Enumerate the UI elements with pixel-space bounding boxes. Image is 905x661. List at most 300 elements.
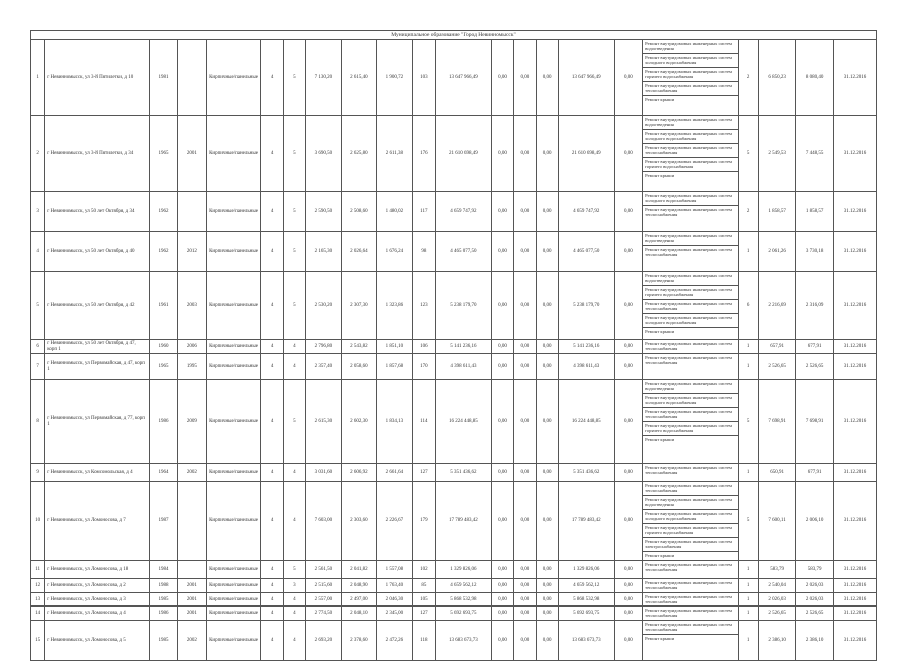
cell-floors: 4	[261, 340, 283, 354]
cell-area2: 2 303,60	[341, 482, 377, 561]
cell-v4: 0,00	[614, 561, 642, 579]
cell-area: 2 693,20	[306, 621, 342, 661]
cell-total: 5 868 532,98	[558, 593, 614, 607]
cell-year2: 2012	[178, 232, 206, 272]
cell-total: 17 789 483,42	[558, 482, 614, 561]
cell-cost: 5 238 179,70	[436, 272, 492, 340]
table-title: Муниципальное образование "Город Невинномысск"	[31, 31, 877, 40]
cell-entr: 5	[283, 272, 305, 340]
cell-area: 7 603,00	[306, 482, 342, 561]
cell-address: г Невинномысск, ул Ломоносова, д 4	[45, 607, 150, 621]
work-item: Ремонт внутридомовых инженерных систем электроснабжения	[643, 538, 737, 552]
cell-e2: 7 448,55	[796, 116, 834, 192]
cell-v2: 0,00	[514, 380, 536, 464]
cell-address: г Невинномысск, ул 3-й Пятилетки, д 34	[45, 116, 150, 192]
cell-area: 2 165,30	[306, 232, 342, 272]
cell-total: 4 659 562,12	[558, 579, 614, 593]
cell-date: 31.12.2016	[833, 340, 876, 354]
cell-works	[643, 116, 738, 192]
cell-e1: 1 858,57	[758, 192, 796, 232]
cell-year2: 2009	[178, 380, 206, 464]
table-row	[31, 621, 877, 661]
cell-year2	[178, 40, 206, 116]
cell-area: 2 796,80	[306, 340, 342, 354]
cell-v2: 0,00	[514, 272, 536, 340]
cell-entr: 3	[283, 579, 305, 593]
cell-v3: 0,00	[536, 380, 558, 464]
cell-date: 31.12.2016	[833, 272, 876, 340]
table-row	[31, 116, 877, 192]
cell-cost: 17 789 483,42	[436, 482, 492, 561]
cell-v3: 0,00	[536, 621, 558, 661]
work-item: Ремонт внутридомовых инженерных систем холодного водоснабжения	[643, 192, 737, 206]
cell-e1: 657,91	[758, 340, 796, 354]
work-item: Ремонт внутридомовых инженерных систем теплоснабжения	[643, 621, 737, 635]
cell-works	[643, 40, 738, 116]
table-row	[31, 232, 877, 272]
cell-address: г Невинномысск, ул Комсомольская, д 4	[45, 464, 150, 482]
cell-date: 31.12.2016	[833, 561, 876, 579]
cell-works	[643, 380, 738, 464]
work-item: Ремонт крыши	[645, 437, 675, 442]
cell-e2: 8 080,40	[796, 40, 834, 116]
cell-area3: 2 345,00	[377, 607, 413, 621]
cell-people: 114	[412, 380, 435, 464]
cell-wall: Кирпичные/панельные	[206, 232, 261, 272]
cell-area: 2 515,60	[306, 579, 342, 593]
cell-e1: 2 526,65	[758, 607, 796, 621]
table-row	[31, 40, 877, 116]
cell-v2: 0,00	[514, 116, 536, 192]
cell-e1: 2 026,03	[758, 593, 796, 607]
work-item: Ремонт внутридомовых инженерных систем теплоснабжения	[643, 408, 737, 422]
cell-cost: 4 398 611,43	[436, 354, 492, 380]
cell-year2: 2002	[178, 464, 206, 482]
cell-v4: 0,00	[614, 464, 642, 482]
work-item: Ремонт внутридомовых инженерных систем теплоснабжения	[645, 355, 732, 366]
cell-floors: 4	[261, 40, 283, 116]
cell-year: 1962	[149, 232, 177, 272]
cell-cnt: 1	[738, 579, 758, 593]
work-item: Ремонт крыши	[645, 173, 675, 178]
cell-e1: 2 386,10	[758, 621, 796, 661]
cell-entr: 4	[283, 482, 305, 561]
work-item: Ремонт крыши	[645, 553, 675, 558]
cell-people: 103	[412, 40, 435, 116]
cell-year: 1986	[149, 607, 177, 621]
table-row	[31, 561, 877, 579]
cell-v2: 0,00	[514, 192, 536, 232]
cell-v3: 0,00	[536, 232, 558, 272]
cell-people: 179	[412, 482, 435, 561]
cell-n: 11	[31, 561, 45, 579]
cell-area2: 2 058,60	[341, 354, 377, 380]
cell-v1: 0,00	[491, 464, 513, 482]
work-item: Ремонт внутридомовых инженерных систем теплоснабжения	[643, 82, 737, 96]
cell-v1: 0,00	[491, 116, 513, 192]
cell-v1: 0,00	[491, 607, 513, 621]
cell-cost: 5 692 693,75	[436, 607, 492, 621]
work-item: Ремонт внутридомовых инженерных систем горячего водоснабжения	[643, 286, 737, 300]
cell-area2: 2 307,30	[341, 272, 377, 340]
cell-n: 14	[31, 607, 45, 621]
work-item: Ремонт внутридомовых инженерных систем водоотведения	[643, 116, 737, 130]
cell-wall: Кирпичные/панельные	[206, 340, 261, 354]
cell-wall: Кирпичные/панельные	[206, 272, 261, 340]
cell-year2: 1995	[178, 354, 206, 380]
work-item: Ремонт внутридомовых инженерных систем теплоснабжения	[645, 562, 732, 573]
cell-v3: 0,00	[536, 579, 558, 593]
cell-year2: 2001	[178, 579, 206, 593]
cell-people: 98	[412, 232, 435, 272]
cell-area3: 1 857,68	[377, 354, 413, 380]
cell-e2: 3 730,18	[796, 232, 834, 272]
cell-floors: 4	[261, 482, 283, 561]
cell-e1: 583,79	[758, 561, 796, 579]
cell-cost: 13 647 966,49	[436, 40, 492, 116]
cell-e2: 677,91	[796, 340, 834, 354]
cell-cnt: 5	[738, 116, 758, 192]
cell-wall: Кирпичные/панельные	[206, 579, 261, 593]
cell-works	[643, 354, 738, 380]
table-row	[31, 272, 877, 340]
cell-entr: 5	[283, 380, 305, 464]
cell-floors: 4	[261, 354, 283, 380]
cell-n: 4	[31, 232, 45, 272]
cell-total: 21 610 698,49	[558, 116, 614, 192]
cell-year2	[178, 482, 206, 561]
cell-year: 1984	[149, 561, 177, 579]
cell-e2: 7 698,91	[796, 380, 834, 464]
work-item: Ремонт внутридомовых инженерных систем горячего водоснабжения	[643, 68, 737, 82]
cell-cost: 13 683 673,73	[436, 621, 492, 661]
cell-address: г Невинномысск, ул 50 лет Октября, д 40	[45, 232, 150, 272]
cell-area: 2 774,50	[306, 607, 342, 621]
cell-wall: Кирпичные/панельные	[206, 561, 261, 579]
header-row	[31, 31, 877, 40]
cell-entr: 4	[283, 607, 305, 621]
cell-date: 31.12.2016	[833, 380, 876, 464]
cell-works	[643, 464, 738, 482]
cell-area3: 1 676,24	[377, 232, 413, 272]
cell-date: 31.12.2016	[833, 116, 876, 192]
work-item: Ремонт внутридомовых инженерных систем водоотведения	[643, 272, 737, 286]
cell-area: 7 130,20	[306, 40, 342, 116]
cell-area3: 2 472,26	[377, 621, 413, 661]
table-row	[31, 579, 877, 593]
cell-floors: 4	[261, 272, 283, 340]
cell-cnt: 1	[738, 607, 758, 621]
cell-date: 31.12.2016	[833, 482, 876, 561]
cell-cost: 4 659 562,12	[436, 579, 492, 593]
cell-n: 1	[31, 40, 45, 116]
table-bottom-rule	[30, 605, 877, 606]
cell-cnt: 1	[738, 464, 758, 482]
cell-v1: 0,00	[491, 40, 513, 116]
cell-cnt: 2	[738, 192, 758, 232]
cell-works	[643, 607, 738, 621]
cell-e1: 2 549,53	[758, 116, 796, 192]
cell-date: 31.12.2016	[833, 621, 876, 661]
cell-year: 1965	[149, 116, 177, 192]
cell-e2: 2 526,65	[796, 354, 834, 380]
cell-wall: Кирпичные/панельные	[206, 354, 261, 380]
cell-people: 118	[412, 621, 435, 661]
cell-v2: 0,00	[514, 232, 536, 272]
cell-year2: 2001	[178, 116, 206, 192]
cell-area2: 2 378,60	[341, 621, 377, 661]
cell-e2: 2 026,03	[796, 593, 834, 607]
cell-v1: 0,00	[491, 561, 513, 579]
cell-cost: 4 465 077,50	[436, 232, 492, 272]
cell-year: 1961	[149, 272, 177, 340]
cell-area2: 2 048,10	[341, 607, 377, 621]
work-item: Ремонт внутридомовых инженерных систем водоотведения	[643, 496, 737, 510]
work-item: Ремонт внутридомовых инженерных систем водоотведения	[643, 380, 737, 394]
cell-v4: 0,00	[614, 192, 642, 232]
cell-year2	[178, 561, 206, 579]
cell-v2: 0,00	[514, 482, 536, 561]
cell-cnt: 5	[738, 482, 758, 561]
cell-entr: 4	[283, 464, 305, 482]
cell-date: 31.12.2016	[833, 464, 876, 482]
cell-area3: 1 834,13	[377, 380, 413, 464]
cell-area3: 1 480,02	[377, 192, 413, 232]
cell-works	[643, 482, 738, 561]
cell-area3: 1 763,40	[377, 579, 413, 593]
cell-v3: 0,00	[536, 340, 558, 354]
cell-area2: 2 508,60	[341, 192, 377, 232]
cell-people: 85	[412, 579, 435, 593]
cell-v3: 0,00	[536, 192, 558, 232]
cell-area2: 2 026,64	[341, 232, 377, 272]
cell-area2: 2 497,00	[341, 593, 377, 607]
cell-floors: 4	[261, 607, 283, 621]
cell-v3: 0,00	[536, 40, 558, 116]
cell-entr: 5	[283, 561, 305, 579]
cell-area3: 2 611,38	[377, 116, 413, 192]
cell-v1: 0,00	[491, 232, 513, 272]
cell-v4: 0,00	[614, 340, 642, 354]
work-item: Ремонт внутридомовых инженерных систем теплоснабжения	[645, 207, 732, 218]
work-item: Ремонт внутридомовых инженерных систем теплоснабжения	[645, 341, 732, 352]
cell-e2: 2 386,10	[796, 621, 834, 661]
cell-year: 1986	[149, 380, 177, 464]
cell-wall: Кирпичные/панельные	[206, 464, 261, 482]
cell-v3: 0,00	[536, 593, 558, 607]
cell-v2: 0,00	[514, 354, 536, 380]
cell-area: 3 690,50	[306, 116, 342, 192]
cell-v4: 0,00	[614, 272, 642, 340]
cell-floors: 4	[261, 116, 283, 192]
cell-year: 1964	[149, 464, 177, 482]
work-item: Ремонт внутридомовых инженерных систем теплоснабжения	[645, 465, 732, 476]
cell-v3: 0,00	[536, 354, 558, 380]
cell-cnt: 1	[738, 340, 758, 354]
work-item: Ремонт внутридомовых инженерных систем горячего водоснабжения	[643, 422, 737, 436]
cell-total: 5 351 436,62	[558, 464, 614, 482]
work-item: Ремонт внутридомовых инженерных систем теплоснабжения	[643, 144, 737, 158]
cell-address: г Невинномысск, ул 50 лет Октября, д 42	[45, 272, 150, 340]
cell-v3: 0,00	[536, 561, 558, 579]
cell-works	[643, 561, 738, 579]
cell-floors: 4	[261, 380, 283, 464]
cell-n: 7	[31, 354, 45, 380]
cell-address: г Невинномысск, ул Ломоносова, д 5	[45, 621, 150, 661]
cell-address: г Невинномысск, ул 50 лет Октября, д 47, корп 1	[45, 340, 150, 354]
cell-floors: 4	[261, 192, 283, 232]
cell-total: 4 659 747,92	[558, 192, 614, 232]
cell-address: г Невинномысск, ул Ломоносова, д 18	[45, 561, 150, 579]
cell-v4: 0,00	[614, 116, 642, 192]
work-item: Ремонт внутридомовых инженерных систем холодного водоснабжения	[643, 510, 737, 524]
cell-area: 3 031,60	[306, 464, 342, 482]
work-item: Ремонт внутридомовых инженерных систем теплоснабжения	[643, 300, 737, 314]
cell-address: г Невинномысск, ул Ломоносова, д 3	[45, 593, 150, 607]
cell-floors: 4	[261, 579, 283, 593]
cell-e1: 2 526,65	[758, 354, 796, 380]
cell-year2: 2006	[178, 340, 206, 354]
cell-date: 31.12.2016	[833, 579, 876, 593]
cell-v3: 0,00	[536, 116, 558, 192]
cell-total: 16 224 448,85	[558, 380, 614, 464]
cell-v4: 0,00	[614, 40, 642, 116]
cell-v4: 0,00	[614, 380, 642, 464]
cell-v2: 0,00	[514, 464, 536, 482]
cell-v4: 0,00	[614, 621, 642, 661]
cell-year: 1987	[149, 482, 177, 561]
cell-cost: 1 329 826,06	[436, 561, 492, 579]
cell-year: 1960	[149, 340, 177, 354]
table-row	[31, 607, 877, 621]
cell-wall: Кирпичные/панельные	[206, 40, 261, 116]
cell-total: 4 398 611,43	[558, 354, 614, 380]
work-item: Ремонт внутридомовых инженерных систем теплоснабжения	[645, 580, 732, 591]
cell-wall: Кирпичные/панельные	[206, 482, 261, 561]
table-row	[31, 380, 877, 464]
cell-total: 5 692 693,75	[558, 607, 614, 621]
cell-e1: 7 698,91	[758, 380, 796, 464]
cell-people: 127	[412, 464, 435, 482]
cell-e1: 650,91	[758, 464, 796, 482]
cell-v1: 0,00	[491, 579, 513, 593]
cell-total: 5 141 236,16	[558, 340, 614, 354]
cell-e2: 583,79	[796, 561, 834, 579]
cell-cost: 21 610 698,49	[436, 116, 492, 192]
cell-n: 9	[31, 464, 45, 482]
cell-n: 10	[31, 482, 45, 561]
cell-works	[643, 192, 738, 232]
cell-n: 6	[31, 340, 45, 354]
cell-cnt: 1	[738, 232, 758, 272]
cell-e2: 677,91	[796, 464, 834, 482]
cell-area: 2 357,40	[306, 354, 342, 380]
cell-year2: 2003	[178, 272, 206, 340]
cell-floors: 4	[261, 561, 283, 579]
cell-works	[643, 579, 738, 593]
cell-v1: 0,00	[491, 621, 513, 661]
cell-area3: 1 557,08	[377, 561, 413, 579]
cell-v3: 0,00	[536, 482, 558, 561]
cell-entr: 5	[283, 116, 305, 192]
cell-e1: 2 216,69	[758, 272, 796, 340]
cell-cnt: 1	[738, 621, 758, 661]
cell-floors: 4	[261, 621, 283, 661]
cell-area2: 2 602,30	[341, 380, 377, 464]
cell-area3: 1 900,72	[377, 40, 413, 116]
cell-area: 2 561,50	[306, 561, 342, 579]
cell-v4: 0,00	[614, 579, 642, 593]
cell-v3: 0,00	[536, 272, 558, 340]
work-item: Ремонт внутридомовых инженерных систем теплоснабжения	[645, 594, 732, 605]
cell-v2: 0,00	[514, 340, 536, 354]
cell-people: 170	[412, 354, 435, 380]
cell-v3: 0,00	[536, 464, 558, 482]
cell-n: 2	[31, 116, 45, 192]
cell-entr: 5	[283, 192, 305, 232]
work-item: Ремонт крыши	[645, 636, 675, 641]
cell-v1: 0,00	[491, 272, 513, 340]
cell-wall: Кирпичные/панельные	[206, 593, 261, 607]
work-item: Ремонт крыши	[645, 97, 675, 102]
cell-total: 13 683 673,73	[558, 621, 614, 661]
table-row	[31, 192, 877, 232]
cell-e2: 2 526,65	[796, 607, 834, 621]
table-row	[31, 340, 877, 354]
cell-v1: 0,00	[491, 482, 513, 561]
cell-total: 5 238 179,70	[558, 272, 614, 340]
cell-floors: 4	[261, 593, 283, 607]
cell-works	[643, 272, 738, 340]
cell-cost: 5 141 236,16	[436, 340, 492, 354]
table-row	[31, 464, 877, 482]
cell-v1: 0,00	[491, 380, 513, 464]
cell-area: 2 557,00	[306, 593, 342, 607]
work-item: Ремонт внутридомовых инженерных систем водоотведения	[643, 40, 737, 54]
cell-area3: 2 226,67	[377, 482, 413, 561]
cell-v1: 0,00	[491, 340, 513, 354]
cell-people: 117	[412, 192, 435, 232]
cell-works	[643, 340, 738, 354]
work-item: Ремонт крыши	[645, 329, 675, 334]
cell-entr: 4	[283, 621, 305, 661]
cell-cost: 5 868 532,98	[436, 593, 492, 607]
cell-date: 31.12.2016	[833, 40, 876, 116]
cell-area3: 2 661,64	[377, 464, 413, 482]
cell-people: 176	[412, 116, 435, 192]
cell-v2: 0,00	[514, 579, 536, 593]
cell-n: 13	[31, 593, 45, 607]
work-item: Ремонт внутридомовых инженерных систем горячего водоснабжения	[643, 524, 737, 538]
cell-people: 123	[412, 272, 435, 340]
cell-n: 12	[31, 579, 45, 593]
cell-wall: Кирпичные/панельные	[206, 621, 261, 661]
cell-address: г Невинномысск, ул Ломоносова, д 2	[45, 579, 150, 593]
cell-year: 1988	[149, 579, 177, 593]
work-item: Ремонт внутридомовых инженерных систем теплоснабжения	[645, 247, 732, 258]
cell-area2: 2 625,80	[341, 116, 377, 192]
cell-year2: 2001	[178, 593, 206, 607]
cell-area3: 1 323,86	[377, 272, 413, 340]
table-row	[31, 482, 877, 561]
cell-e1: 2 540,04	[758, 579, 796, 593]
cell-total: 4 465 077,50	[558, 232, 614, 272]
cell-entr: 5	[283, 40, 305, 116]
cell-year: 1965	[149, 354, 177, 380]
work-item: Ремонт внутридомовых инженерных систем теплоснабжения	[643, 482, 737, 496]
work-item: Ремонт внутридомовых инженерных систем горячего водоснабжения	[643, 158, 737, 172]
cell-total: 13 647 966,49	[558, 40, 614, 116]
